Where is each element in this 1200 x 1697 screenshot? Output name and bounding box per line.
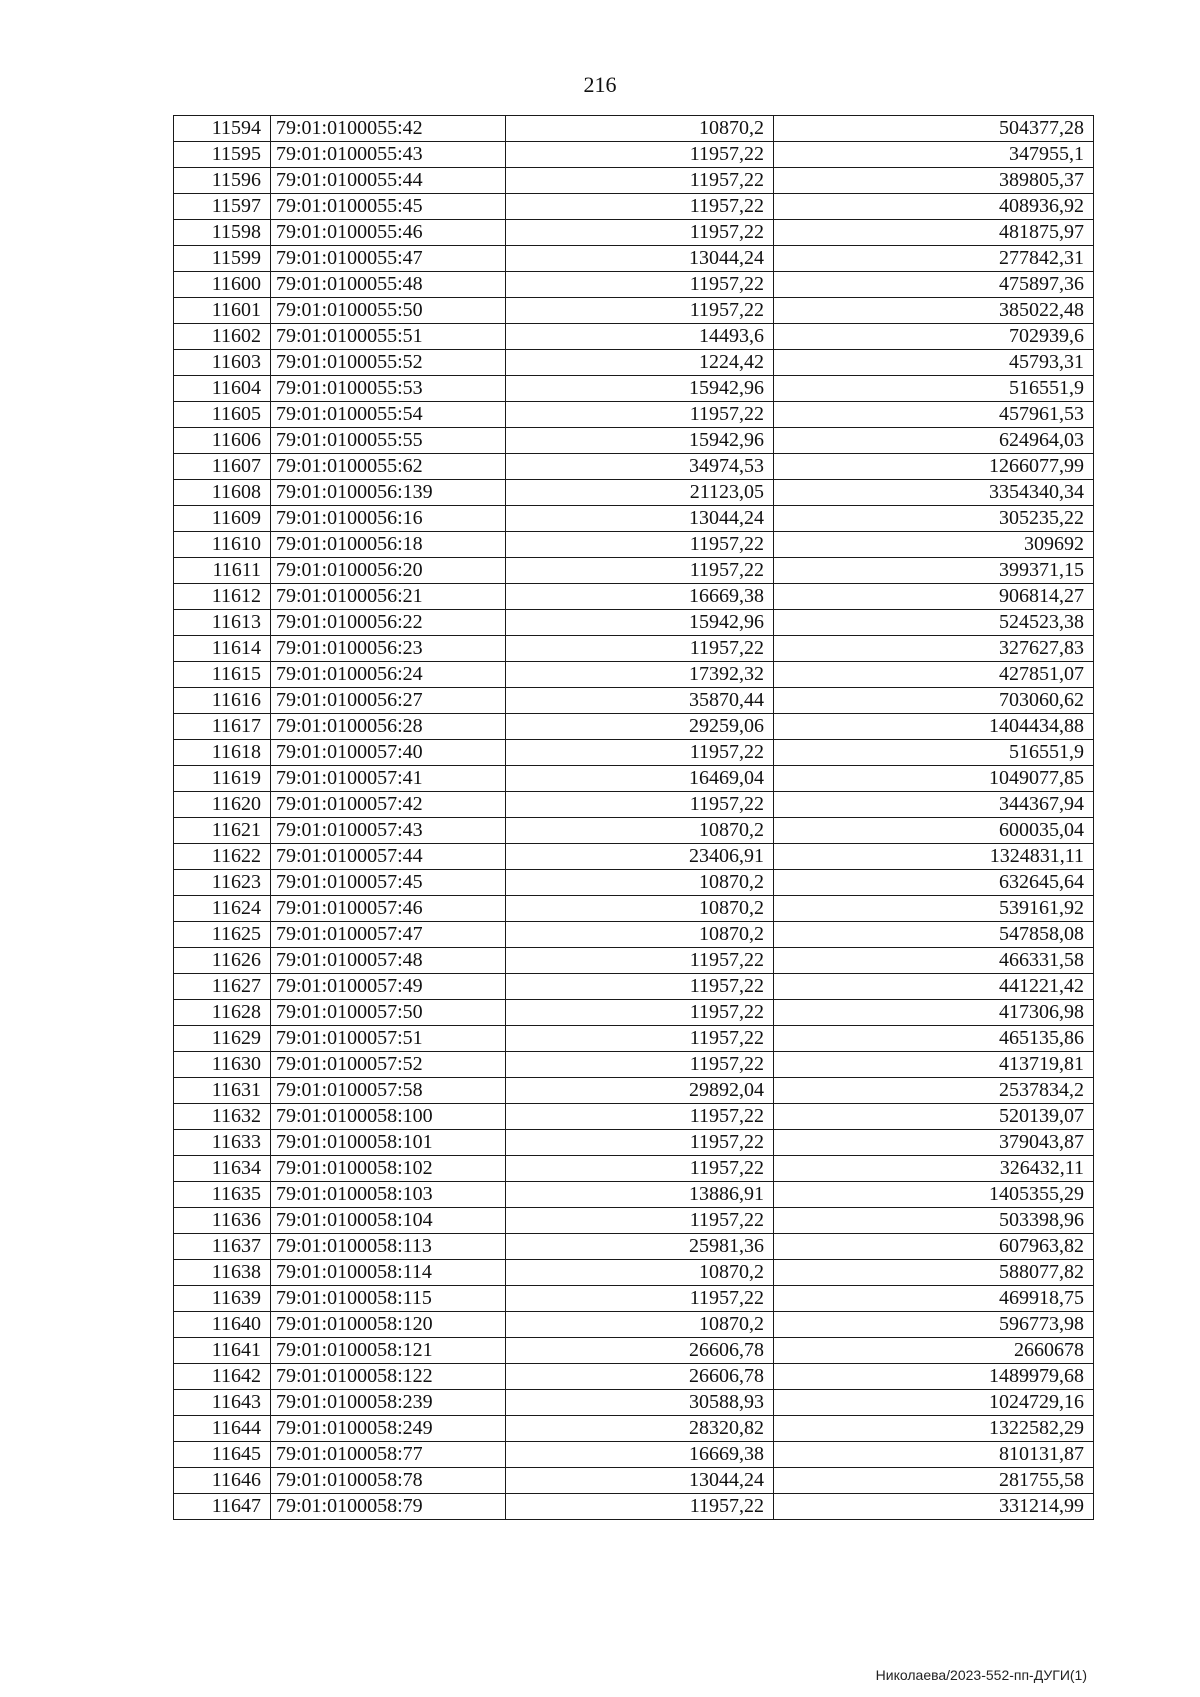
cadastral-value-cell: 547858,08 <box>774 922 1094 948</box>
row-number-cell: 11610 <box>174 532 271 558</box>
cadastral-value-cell: 703060,62 <box>774 688 1094 714</box>
cadastral-number-cell: 79:01:0100056:24 <box>271 662 506 688</box>
cadastral-number-cell: 79:01:0100058:113 <box>271 1234 506 1260</box>
area-cell: 21123,05 <box>506 480 774 506</box>
table-row <box>174 974 1094 1000</box>
area-cell: 10870,2 <box>506 1260 774 1286</box>
area-cell: 11957,22 <box>506 974 774 1000</box>
table-row <box>174 1286 1094 1312</box>
cadastral-value-cell: 417306,98 <box>774 1000 1094 1026</box>
cadastral-number-cell: 79:01:0100057:51 <box>271 1026 506 1052</box>
row-number-cell: 11636 <box>174 1208 271 1234</box>
table-row <box>174 1000 1094 1026</box>
row-number-cell: 11596 <box>174 168 271 194</box>
table-row <box>174 506 1094 532</box>
cadastral-value-cell: 277842,31 <box>774 246 1094 272</box>
area-cell: 10870,2 <box>506 818 774 844</box>
cadastral-value-cell: 2537834,2 <box>774 1078 1094 1104</box>
cadastral-number-cell: 79:01:0100058:78 <box>271 1468 506 1494</box>
cadastral-value-cell: 600035,04 <box>774 818 1094 844</box>
row-number-cell: 11614 <box>174 636 271 662</box>
row-number-cell: 11645 <box>174 1442 271 1468</box>
table-row <box>174 1494 1094 1520</box>
row-number-cell: 11623 <box>174 870 271 896</box>
row-number-cell: 11597 <box>174 194 271 220</box>
cadastral-number-cell: 79:01:0100055:46 <box>271 220 506 246</box>
area-cell: 11957,22 <box>506 792 774 818</box>
area-cell: 26606,78 <box>506 1338 774 1364</box>
area-cell: 13044,24 <box>506 1468 774 1494</box>
cadastral-value-cell: 281755,58 <box>774 1468 1094 1494</box>
area-cell: 28320,82 <box>506 1416 774 1442</box>
row-number-cell: 11613 <box>174 610 271 636</box>
area-cell: 11957,22 <box>506 532 774 558</box>
row-number-cell: 11602 <box>174 324 271 350</box>
cadastral-value-cell: 327627,83 <box>774 636 1094 662</box>
area-cell: 15942,96 <box>506 610 774 636</box>
area-cell: 13044,24 <box>506 506 774 532</box>
row-number-cell: 11631 <box>174 1078 271 1104</box>
cadastral-number-cell: 79:01:0100057:58 <box>271 1078 506 1104</box>
row-number-cell: 11628 <box>174 1000 271 1026</box>
table-row <box>174 272 1094 298</box>
cadastral-value-cell: 588077,82 <box>774 1260 1094 1286</box>
cadastral-value-cell: 539161,92 <box>774 896 1094 922</box>
cadastral-number-cell: 79:01:0100056:18 <box>271 532 506 558</box>
cadastral-number-cell: 79:01:0100055:45 <box>271 194 506 220</box>
table-row <box>174 948 1094 974</box>
area-cell: 11957,22 <box>506 558 774 584</box>
table-row <box>174 766 1094 792</box>
cadastral-number-cell: 79:01:0100057:48 <box>271 948 506 974</box>
cadastral-value-cell: 469918,75 <box>774 1286 1094 1312</box>
area-cell: 11957,22 <box>506 1130 774 1156</box>
area-cell: 10870,2 <box>506 922 774 948</box>
cadastral-value-cell: 45793,31 <box>774 350 1094 376</box>
row-number-cell: 11618 <box>174 740 271 766</box>
row-number-cell: 11620 <box>174 792 271 818</box>
cadastral-value-cell: 1266077,99 <box>774 454 1094 480</box>
row-number-cell: 11633 <box>174 1130 271 1156</box>
cadastral-value-cell: 503398,96 <box>774 1208 1094 1234</box>
cadastral-number-cell: 79:01:0100057:41 <box>271 766 506 792</box>
cadastral-number-cell: 79:01:0100057:46 <box>271 896 506 922</box>
cadastral-value-cell: 441221,42 <box>774 974 1094 1000</box>
cadastral-value-cell: 596773,98 <box>774 1312 1094 1338</box>
area-cell: 16469,04 <box>506 766 774 792</box>
area-cell: 30588,93 <box>506 1390 774 1416</box>
row-number-cell: 11600 <box>174 272 271 298</box>
table-row <box>174 298 1094 324</box>
cadastral-number-cell: 79:01:0100056:16 <box>271 506 506 532</box>
area-cell: 29892,04 <box>506 1078 774 1104</box>
cadastral-value-cell: 413719,81 <box>774 1052 1094 1078</box>
row-number-cell: 11624 <box>174 896 271 922</box>
cadastral-value-cell: 607963,82 <box>774 1234 1094 1260</box>
cadastral-number-cell: 79:01:0100058:115 <box>271 1286 506 1312</box>
row-number-cell: 11627 <box>174 974 271 1000</box>
table-row <box>174 1442 1094 1468</box>
row-number-cell: 11644 <box>174 1416 271 1442</box>
cadastral-number-cell: 79:01:0100055:53 <box>271 376 506 402</box>
cadastral-value-cell: 1405355,29 <box>774 1182 1094 1208</box>
table-row <box>174 636 1094 662</box>
row-number-cell: 11603 <box>174 350 271 376</box>
cadastral-value-cell: 906814,27 <box>774 584 1094 610</box>
cadastral-number-cell: 79:01:0100057:44 <box>271 844 506 870</box>
row-number-cell: 11635 <box>174 1182 271 1208</box>
row-number-cell: 11607 <box>174 454 271 480</box>
table-row <box>174 688 1094 714</box>
cadastral-number-cell: 79:01:0100058:103 <box>271 1182 506 1208</box>
cadastral-value-cell: 427851,07 <box>774 662 1094 688</box>
row-number-cell: 11609 <box>174 506 271 532</box>
table-row <box>174 142 1094 168</box>
cadastral-value-cell: 1324831,11 <box>774 844 1094 870</box>
cadastral-number-cell: 79:01:0100056:139 <box>271 480 506 506</box>
table-row <box>174 818 1094 844</box>
cadastral-value-cell: 632645,64 <box>774 870 1094 896</box>
area-cell: 35870,44 <box>506 688 774 714</box>
cadastral-value-cell: 408936,92 <box>774 194 1094 220</box>
row-number-cell: 11621 <box>174 818 271 844</box>
area-cell: 11957,22 <box>506 1052 774 1078</box>
row-number-cell: 11605 <box>174 402 271 428</box>
table-row <box>174 402 1094 428</box>
row-number-cell: 11642 <box>174 1364 271 1390</box>
row-number-cell: 11606 <box>174 428 271 454</box>
cadastral-value-cell: 389805,37 <box>774 168 1094 194</box>
cadastral-number-cell: 79:01:0100055:43 <box>271 142 506 168</box>
cadastral-value-cell: 2660678 <box>774 1338 1094 1364</box>
table-row <box>174 610 1094 636</box>
cadastral-value-cell: 331214,99 <box>774 1494 1094 1520</box>
cadastral-number-cell: 79:01:0100058:101 <box>271 1130 506 1156</box>
row-number-cell: 11599 <box>174 246 271 272</box>
cadastral-number-cell: 79:01:0100056:20 <box>271 558 506 584</box>
table-row <box>174 870 1094 896</box>
area-cell: 13886,91 <box>506 1182 774 1208</box>
area-cell: 11957,22 <box>506 194 774 220</box>
table-row <box>174 1052 1094 1078</box>
area-cell: 11957,22 <box>506 1286 774 1312</box>
cadastral-value-cell: 516551,9 <box>774 740 1094 766</box>
table-row <box>174 246 1094 272</box>
cadastral-value-table <box>173 115 1094 1520</box>
area-cell: 11957,22 <box>506 220 774 246</box>
table-row <box>174 1312 1094 1338</box>
cadastral-value-cell: 516551,9 <box>774 376 1094 402</box>
cadastral-value-cell: 475897,36 <box>774 272 1094 298</box>
row-number-cell: 11612 <box>174 584 271 610</box>
row-number-cell: 11615 <box>174 662 271 688</box>
cadastral-number-cell: 79:01:0100055:50 <box>271 298 506 324</box>
table-row <box>174 220 1094 246</box>
cadastral-value-cell: 1024729,16 <box>774 1390 1094 1416</box>
table-row <box>174 792 1094 818</box>
table-row <box>174 350 1094 376</box>
area-cell: 10870,2 <box>506 116 774 142</box>
table-row <box>174 480 1094 506</box>
table-row <box>174 1338 1094 1364</box>
cadastral-value-cell: 309692 <box>774 532 1094 558</box>
area-cell: 26606,78 <box>506 1364 774 1390</box>
cadastral-number-cell: 79:01:0100058:121 <box>271 1338 506 1364</box>
cadastral-value-cell: 504377,28 <box>774 116 1094 142</box>
area-cell: 15942,96 <box>506 376 774 402</box>
cadastral-number-cell: 79:01:0100057:40 <box>271 740 506 766</box>
row-number-cell: 11643 <box>174 1390 271 1416</box>
table-row <box>174 1026 1094 1052</box>
table-row <box>174 1416 1094 1442</box>
table-row <box>174 740 1094 766</box>
cadastral-value-cell: 399371,15 <box>774 558 1094 584</box>
cadastral-value-cell: 326432,11 <box>774 1156 1094 1182</box>
row-number-cell: 11598 <box>174 220 271 246</box>
row-number-cell: 11619 <box>174 766 271 792</box>
table-row <box>174 896 1094 922</box>
table-row <box>174 1104 1094 1130</box>
cadastral-number-cell: 79:01:0100058:239 <box>271 1390 506 1416</box>
area-cell: 11957,22 <box>506 168 774 194</box>
area-cell: 11957,22 <box>506 298 774 324</box>
area-cell: 15942,96 <box>506 428 774 454</box>
cadastral-value-cell: 305235,22 <box>774 506 1094 532</box>
cadastral-value-cell: 379043,87 <box>774 1130 1094 1156</box>
cadastral-number-cell: 79:01:0100057:47 <box>271 922 506 948</box>
cadastral-number-cell: 79:01:0100056:28 <box>271 714 506 740</box>
row-number-cell: 11611 <box>174 558 271 584</box>
row-number-cell: 11639 <box>174 1286 271 1312</box>
area-cell: 11957,22 <box>506 1208 774 1234</box>
table-row <box>174 714 1094 740</box>
cadastral-number-cell: 79:01:0100057:45 <box>271 870 506 896</box>
cadastral-number-cell: 79:01:0100058:104 <box>271 1208 506 1234</box>
cadastral-number-cell: 79:01:0100055:44 <box>271 168 506 194</box>
cadastral-number-cell: 79:01:0100058:77 <box>271 1442 506 1468</box>
table-row <box>174 844 1094 870</box>
table-body <box>174 116 1094 1520</box>
cadastral-value-cell: 457961,53 <box>774 402 1094 428</box>
area-cell: 25981,36 <box>506 1234 774 1260</box>
table-row <box>174 428 1094 454</box>
table-row <box>174 584 1094 610</box>
row-number-cell: 11622 <box>174 844 271 870</box>
row-number-cell: 11604 <box>174 376 271 402</box>
row-number-cell: 11594 <box>174 116 271 142</box>
area-cell: 11957,22 <box>506 1104 774 1130</box>
table-row <box>174 168 1094 194</box>
table-row <box>174 558 1094 584</box>
row-number-cell: 11616 <box>174 688 271 714</box>
page-number: 216 <box>583 72 617 97</box>
cadastral-value-cell: 520139,07 <box>774 1104 1094 1130</box>
cadastral-number-cell: 79:01:0100057:50 <box>271 1000 506 1026</box>
cadastral-number-cell: 79:01:0100057:42 <box>271 792 506 818</box>
table-row <box>174 1364 1094 1390</box>
cadastral-number-cell: 79:01:0100057:49 <box>271 974 506 1000</box>
row-number-cell: 11637 <box>174 1234 271 1260</box>
cadastral-value-cell: 344367,94 <box>774 792 1094 818</box>
table-row <box>174 1208 1094 1234</box>
row-number-cell: 11625 <box>174 922 271 948</box>
table-row <box>174 1260 1094 1286</box>
area-cell: 10870,2 <box>506 896 774 922</box>
area-cell: 11957,22 <box>506 402 774 428</box>
row-number-cell: 11641 <box>174 1338 271 1364</box>
cadastral-value-cell: 524523,38 <box>774 610 1094 636</box>
table-row <box>174 324 1094 350</box>
table-row <box>174 194 1094 220</box>
area-cell: 14493,6 <box>506 324 774 350</box>
cadastral-number-cell: 79:01:0100056:27 <box>271 688 506 714</box>
cadastral-number-cell: 79:01:0100058:102 <box>271 1156 506 1182</box>
row-number-cell: 11646 <box>174 1468 271 1494</box>
table-row <box>174 922 1094 948</box>
cadastral-number-cell: 79:01:0100058:114 <box>271 1260 506 1286</box>
row-number-cell: 11629 <box>174 1026 271 1052</box>
area-cell: 16669,38 <box>506 1442 774 1468</box>
cadastral-number-cell: 79:01:0100055:62 <box>271 454 506 480</box>
cadastral-number-cell: 79:01:0100055:55 <box>271 428 506 454</box>
cadastral-number-cell: 79:01:0100055:42 <box>271 116 506 142</box>
table-row <box>174 1156 1094 1182</box>
area-cell: 10870,2 <box>506 1312 774 1338</box>
document-footer-code: Николаева/2023-552-пп-ДУГИ(1) <box>875 1667 1087 1683</box>
cadastral-number-cell: 79:01:0100056:23 <box>271 636 506 662</box>
row-number-cell: 11626 <box>174 948 271 974</box>
table-row <box>174 1130 1094 1156</box>
cadastral-value-cell: 702939,6 <box>774 324 1094 350</box>
row-number-cell: 11608 <box>174 480 271 506</box>
area-cell: 11957,22 <box>506 1494 774 1520</box>
cadastral-value-cell: 385022,48 <box>774 298 1094 324</box>
area-cell: 29259,06 <box>506 714 774 740</box>
cadastral-number-cell: 79:01:0100058:100 <box>271 1104 506 1130</box>
row-number-cell: 11638 <box>174 1260 271 1286</box>
row-number-cell: 11595 <box>174 142 271 168</box>
table-row <box>174 454 1094 480</box>
area-cell: 11957,22 <box>506 1156 774 1182</box>
area-cell: 11957,22 <box>506 272 774 298</box>
cadastral-value-cell: 1049077,85 <box>774 766 1094 792</box>
row-number-cell: 11617 <box>174 714 271 740</box>
cadastral-number-cell: 79:01:0100057:52 <box>271 1052 506 1078</box>
cadastral-value-cell: 1489979,68 <box>774 1364 1094 1390</box>
table-row <box>174 1234 1094 1260</box>
cadastral-value-cell: 465135,86 <box>774 1026 1094 1052</box>
table-row <box>174 376 1094 402</box>
cadastral-value-cell: 347955,1 <box>774 142 1094 168</box>
row-number-cell: 11634 <box>174 1156 271 1182</box>
cadastral-value-cell: 1404434,88 <box>774 714 1094 740</box>
cadastral-number-cell: 79:01:0100056:21 <box>271 584 506 610</box>
cadastral-number-cell: 79:01:0100058:249 <box>271 1416 506 1442</box>
area-cell: 11957,22 <box>506 1000 774 1026</box>
cadastral-value-cell: 466331,58 <box>774 948 1094 974</box>
table-row <box>174 1390 1094 1416</box>
cadastral-number-cell: 79:01:0100055:48 <box>271 272 506 298</box>
cadastral-number-cell: 79:01:0100058:79 <box>271 1494 506 1520</box>
cadastral-value-cell: 3354340,34 <box>774 480 1094 506</box>
row-number-cell: 11647 <box>174 1494 271 1520</box>
area-cell: 11957,22 <box>506 948 774 974</box>
cadastral-value-cell: 1322582,29 <box>774 1416 1094 1442</box>
area-cell: 11957,22 <box>506 740 774 766</box>
area-cell: 1224,42 <box>506 350 774 376</box>
area-cell: 13044,24 <box>506 246 774 272</box>
cadastral-number-cell: 79:01:0100056:22 <box>271 610 506 636</box>
area-cell: 11957,22 <box>506 142 774 168</box>
row-number-cell: 11632 <box>174 1104 271 1130</box>
cadastral-number-cell: 79:01:0100058:120 <box>271 1312 506 1338</box>
cadastral-number-cell: 79:01:0100057:43 <box>271 818 506 844</box>
cadastral-number-cell: 79:01:0100058:122 <box>271 1364 506 1390</box>
table-row <box>174 1182 1094 1208</box>
area-cell: 10870,2 <box>506 870 774 896</box>
cadastral-number-cell: 79:01:0100055:47 <box>271 246 506 272</box>
row-number-cell: 11630 <box>174 1052 271 1078</box>
cadastral-value-cell: 624964,03 <box>774 428 1094 454</box>
area-cell: 23406,91 <box>506 844 774 870</box>
area-cell: 11957,22 <box>506 1026 774 1052</box>
table-row <box>174 1078 1094 1104</box>
table-row <box>174 1468 1094 1494</box>
area-cell: 11957,22 <box>506 636 774 662</box>
table-row <box>174 532 1094 558</box>
cadastral-number-cell: 79:01:0100055:52 <box>271 350 506 376</box>
table-row <box>174 662 1094 688</box>
cadastral-number-cell: 79:01:0100055:54 <box>271 402 506 428</box>
cadastral-number-cell: 79:01:0100055:51 <box>271 324 506 350</box>
area-cell: 17392,32 <box>506 662 774 688</box>
cadastral-value-cell: 481875,97 <box>774 220 1094 246</box>
row-number-cell: 11640 <box>174 1312 271 1338</box>
row-number-cell: 11601 <box>174 298 271 324</box>
cadastral-value-cell: 810131,87 <box>774 1442 1094 1468</box>
area-cell: 34974,53 <box>506 454 774 480</box>
table-row <box>174 116 1094 142</box>
area-cell: 16669,38 <box>506 584 774 610</box>
